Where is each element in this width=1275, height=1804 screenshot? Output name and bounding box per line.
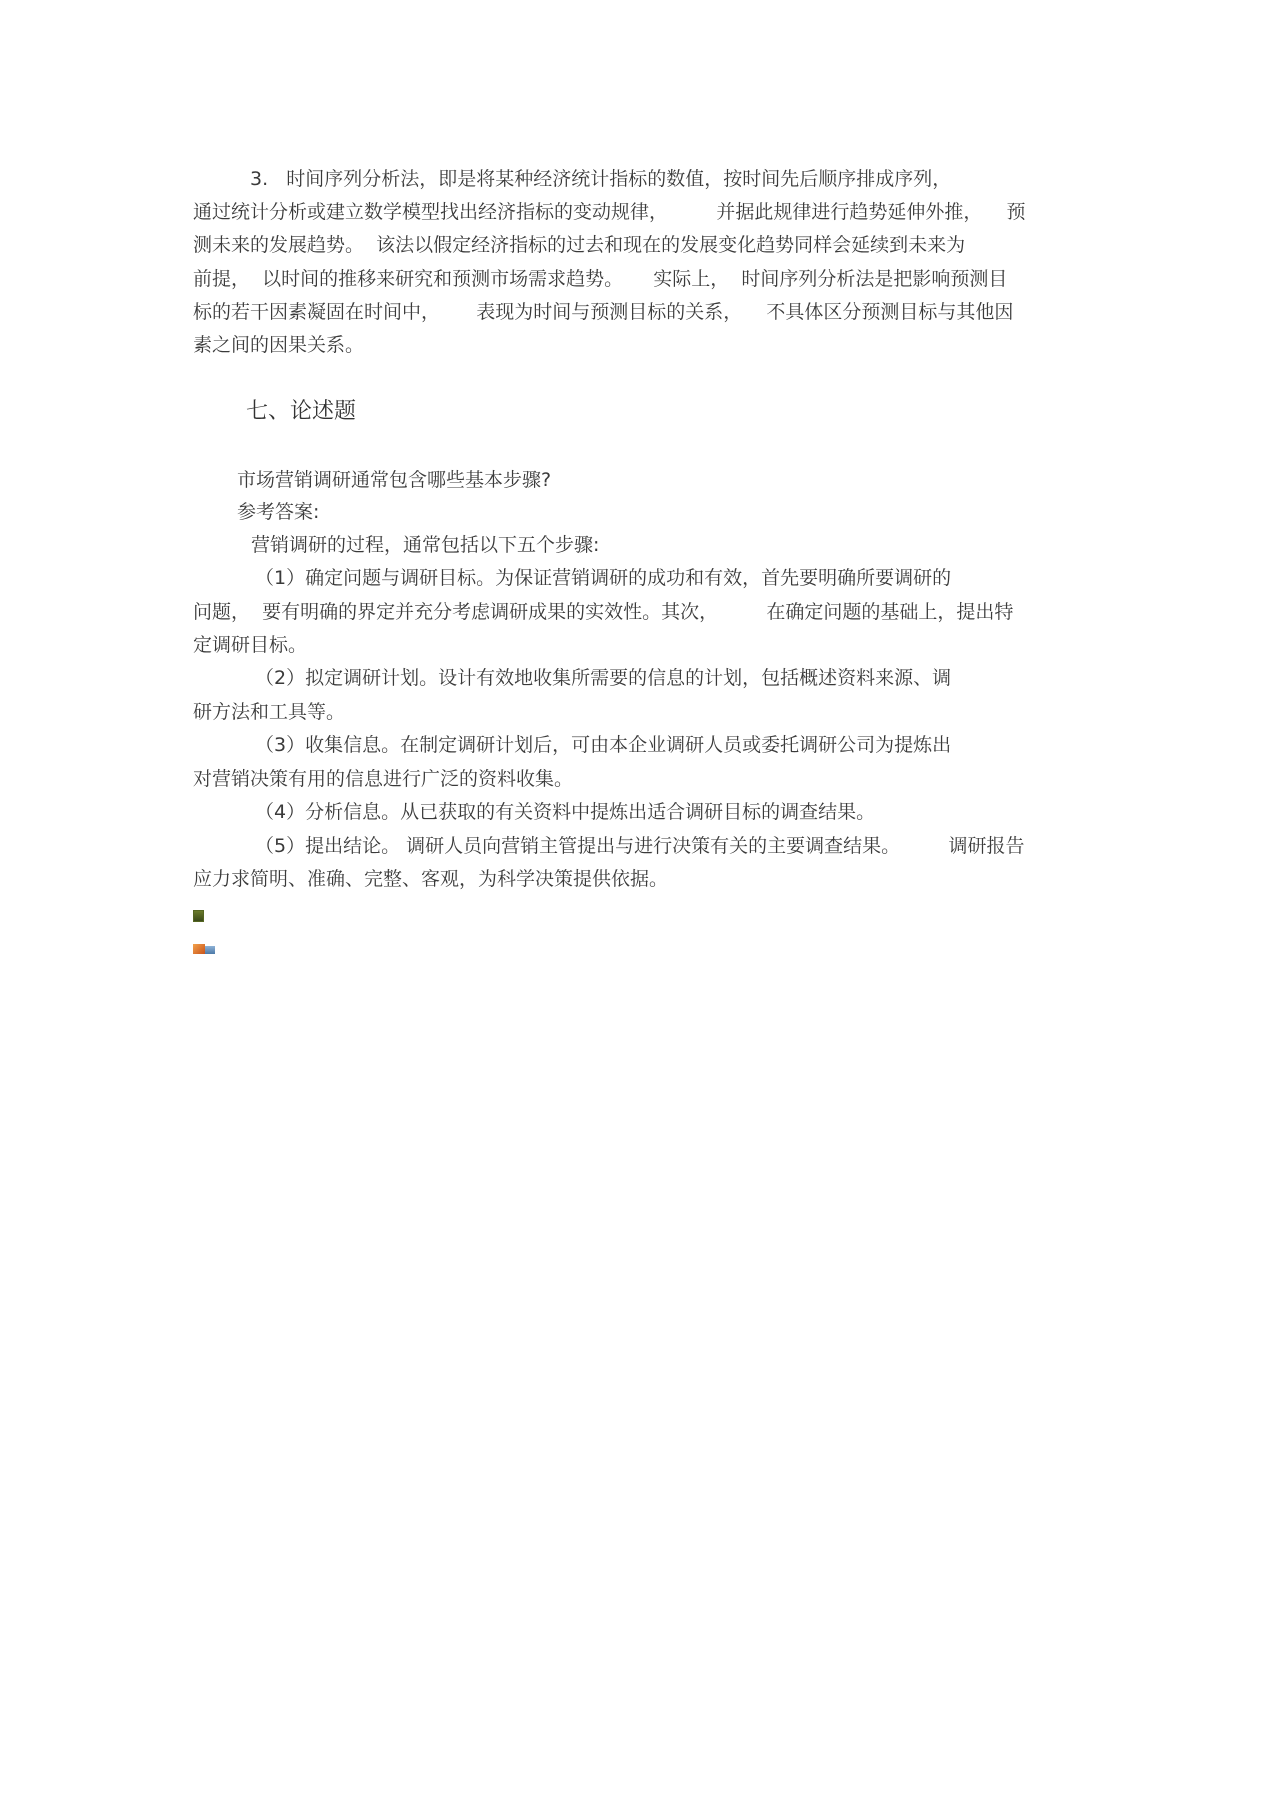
answer-line: 问题， 要有明确的界定并充分考虑调研成果的实效性。其次， 在确定问题的基础上，提出特 <box>193 601 1014 623</box>
picture-part <box>193 944 205 954</box>
paragraph-line: 标的若干因素凝固在时间中， 表现为时间与预测目标的关系， 不具体区分预测目标与其他因 <box>193 301 1014 323</box>
paragraph-line: 测未来的发展趋势。 该法以假定经济指标的过去和现在的发展变化趋势同样会延续到未来为 <box>193 234 966 256</box>
picture-part <box>205 946 215 954</box>
paragraph-line: 通过统计分析或建立数学模型找出经济指标的变动规律， 并据此规律进行趋势延伸外推， 预 <box>193 201 1026 223</box>
answer-line: （1）确定问题与调研目标。为保证营销调研的成功和有效，首先要明确所要调研的 <box>255 567 952 589</box>
question-text: 市场营销调研通常包含哪些基本步骤? <box>237 469 552 491</box>
paragraph-line: 素之间的因果关系。 <box>193 334 365 356</box>
answer-line: （4）分析信息。从已获取的有关资料中提炼出适合调研目标的调查结果。 <box>255 801 876 823</box>
answer-intro: 营销调研的过程，通常包括以下五个步骤: <box>251 534 600 556</box>
small-picture-icon <box>193 944 215 954</box>
answer-line: （3）收集信息。在制定调研计划后，可由本企业调研人员或委托调研公司为提炼出 <box>255 734 952 756</box>
answer-line: 应力求简明、准确、完整、客观，为科学决策提供依据。 <box>193 868 669 890</box>
answer-line: （5）提出结论。 调研人员向营销主管提出与进行决策有关的主要调查结果。 调研报告 <box>255 835 1025 857</box>
answer-line: 对营销决策有用的信息进行广泛的资料收集。 <box>193 768 574 790</box>
answer-line: （2）拟定调研计划。设计有效地收集所需要的信息的计划，包括概述资料来源、调 <box>255 667 952 689</box>
section-heading: 七、论述题 <box>246 399 357 424</box>
small-image-icon <box>193 910 204 922</box>
answer-label: 参考答案: <box>237 501 320 523</box>
answer-line: 定调研目标。 <box>193 634 308 656</box>
paragraph-line: 前提， 以时间的推移来研究和预测市场需求趋势。 实际上， 时间序列分析法是把影响预测目 <box>193 268 1008 290</box>
paragraph-line: 3. 时间序列分析法，即是将某种经济统计指标的数值，按时间先后顺序排成序列， <box>250 168 952 190</box>
answer-line: 研方法和工具等。 <box>193 701 346 723</box>
